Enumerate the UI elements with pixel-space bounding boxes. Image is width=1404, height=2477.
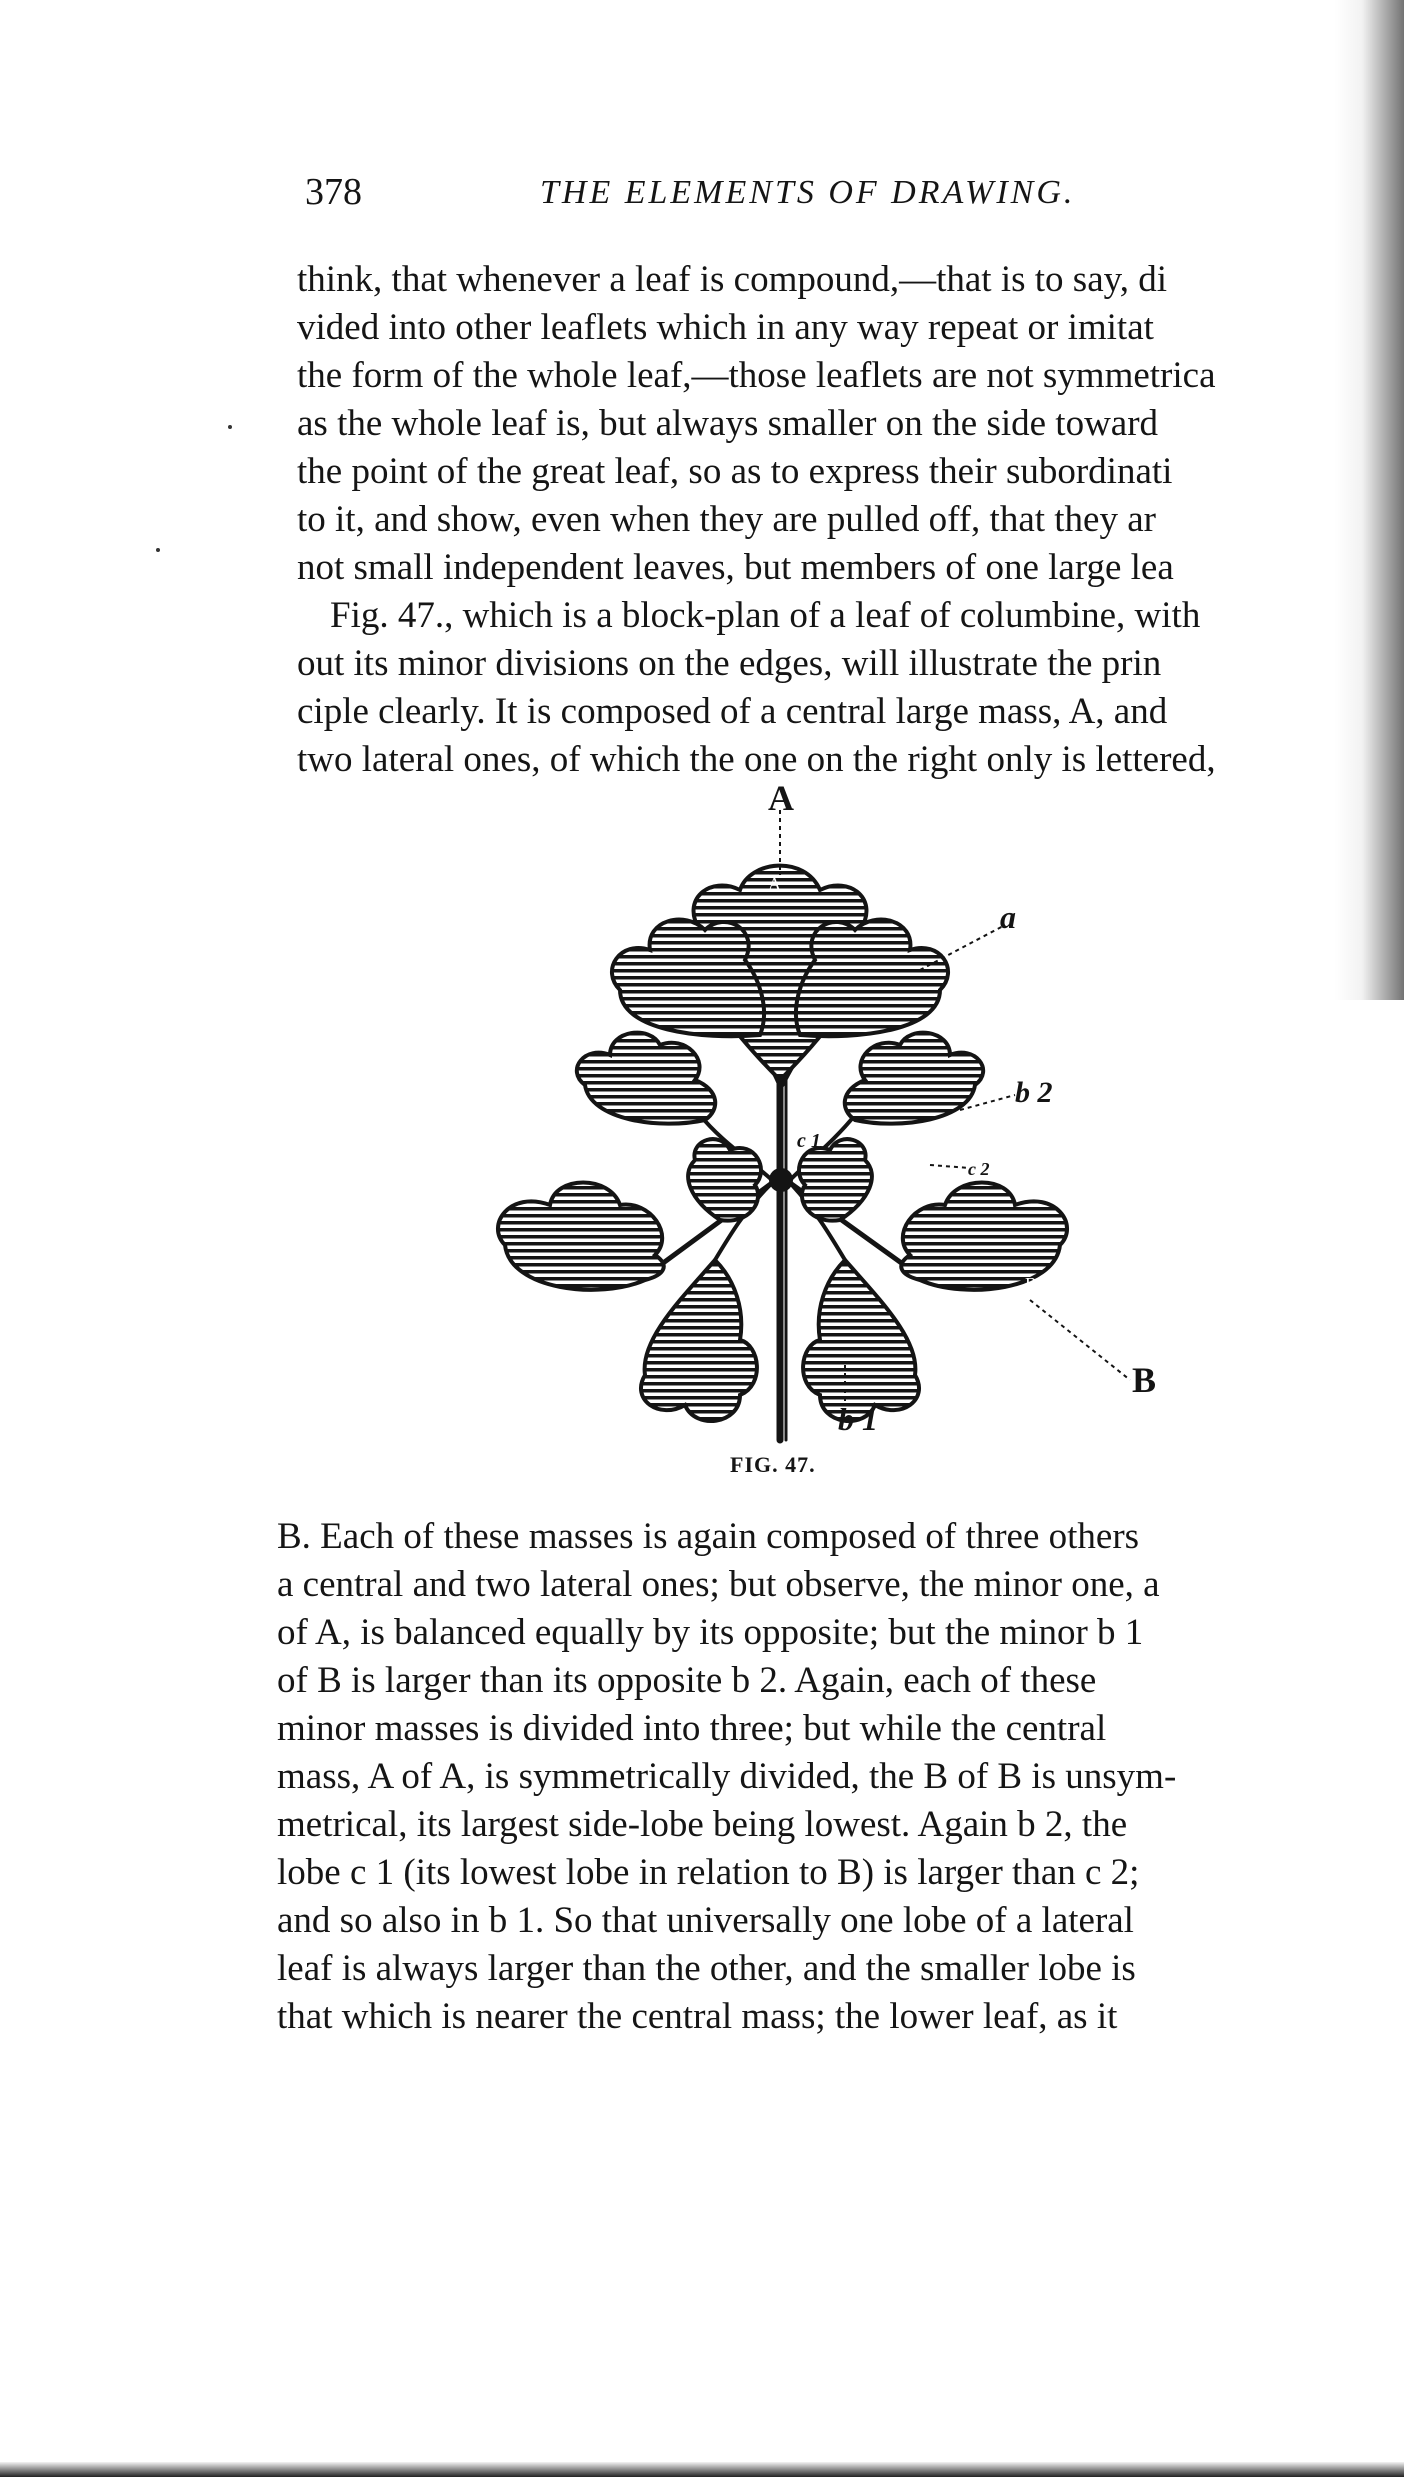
text-line: and so also in b 1. So that universally one lobe of a lateral (277, 1900, 1134, 1941)
text-line: minor masses is divided into three; but while the central (277, 1708, 1107, 1749)
page-number: 378 (305, 171, 362, 213)
page-edge-shadow (1334, 0, 1404, 1000)
label-inner-B: B (1025, 1274, 1038, 1294)
label-b1: b 1 (838, 1401, 878, 1437)
speck (156, 548, 160, 552)
page-header (0, 170, 1404, 230)
text-line: leaf is always larger than the other, and the smaller lobe is (277, 1948, 1136, 1989)
speck (228, 425, 232, 429)
text-line: of B is larger than its opposite b 2. Again, each of these (277, 1660, 1097, 1701)
label-a: a (1000, 899, 1016, 935)
text-line: a central and two lateral ones; but observe, the minor one, a (277, 1564, 1160, 1605)
text-line: not small independent leaves, but members of one large lea (297, 547, 1174, 588)
lateral-mass-left (498, 1139, 761, 1421)
text-line: the point of the great leaf, so as to express their subordinati (297, 451, 1173, 492)
text-line: to it, and show, even when they are pulled off, that they ar (297, 499, 1156, 540)
text-line: lobe c 1 (its lowest lobe in relation to B) is larger than c 2; (277, 1852, 1140, 1893)
stem-node (769, 1168, 793, 1192)
text-line: metrical, its largest side-lobe being lowest. Again b 2, the (277, 1804, 1128, 1845)
text-line: the form of the whole leaf,—those leaflets are not symmetrica (297, 355, 1216, 396)
label-A: A (768, 780, 794, 818)
label-c2: c 2 (968, 1159, 990, 1179)
text-line: B. Each of these masses is again composed of three others (277, 1516, 1140, 1557)
text-line: ciple clearly. It is composed of a central large mass, A, and (297, 691, 1168, 732)
text-line: think, that whenever a leaf is compound,—that is to say, di (297, 259, 1167, 300)
text-line: mass, A of A, is symmetrically divided, the B of B is unsym- (277, 1756, 1177, 1797)
text-line: that which is nearer the central mass; the lower leaf, as it (277, 1996, 1118, 2037)
figure-caption: FIG. 47. (730, 1452, 816, 1477)
text-line: vided into other leaflets which in any way repeat or imitat (297, 307, 1154, 348)
text-line: Fig. 47., which is a block-plan of a leaf of columbine, with (330, 595, 1201, 636)
running-title: THE ELEMENTS OF DRAWING. (540, 174, 1076, 211)
label-B: B (1132, 1360, 1157, 1400)
text-line: as the whole leaf is, but always smaller on the side toward (297, 403, 1159, 444)
text-line: out its minor divisions on the edges, will illustrate the prin (297, 643, 1162, 684)
scan-bottom-edge (0, 2462, 1404, 2477)
label-b2: b 2 (1015, 1076, 1053, 1109)
columbine-leaf-figure (460, 780, 1200, 1460)
text-line: of A, is balanced equally by its opposite; but the minor b 1 (277, 1612, 1144, 1653)
label-c1: c 1 (797, 1130, 821, 1152)
text-line: two lateral ones, of which the one on the right only is lettered, (297, 739, 1216, 780)
label-inner-A: A (768, 874, 781, 894)
